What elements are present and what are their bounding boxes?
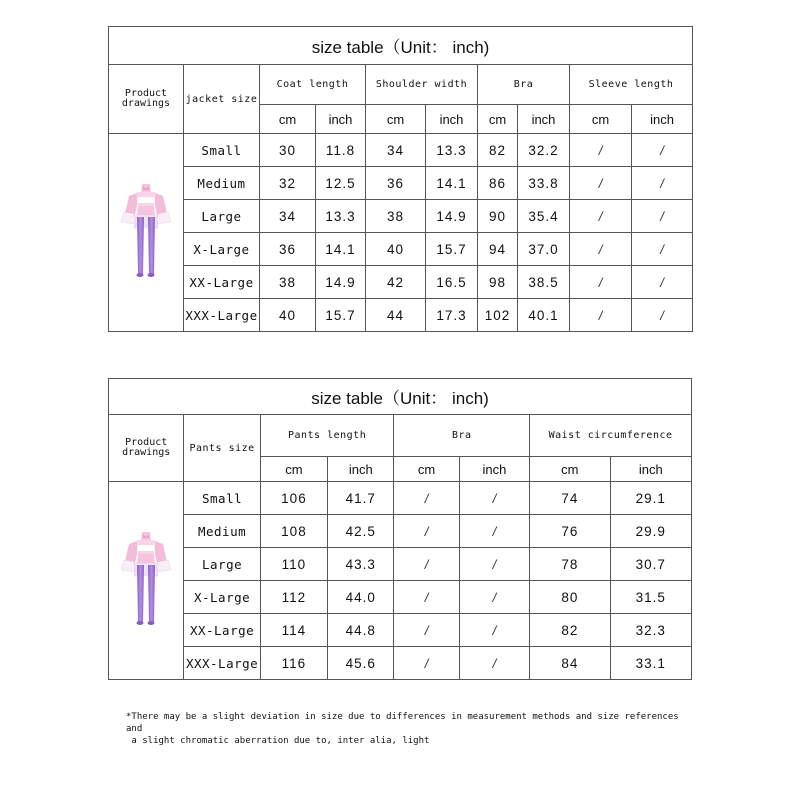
table-title: size table（Unit： inch) <box>109 379 692 415</box>
table-row <box>109 581 692 614</box>
cell: 114 <box>260 614 327 647</box>
cell: 38.5 <box>518 266 570 299</box>
footnote-line-2: a slight chromatic aberration due to, inter alia, light <box>126 736 430 746</box>
cell: 38 <box>366 200 426 233</box>
cell: 45.6 <box>328 647 394 680</box>
size-label: Small <box>184 134 260 167</box>
shoulder-width-header: Shoulder width <box>366 65 478 105</box>
cell: / <box>632 134 693 167</box>
cell: 40 <box>260 299 316 332</box>
cell: 15.7 <box>426 233 478 266</box>
cell: 116 <box>260 647 327 680</box>
cell: 110 <box>260 548 327 581</box>
cell: 31.5 <box>610 581 691 614</box>
size-label: Small <box>184 482 260 515</box>
table-row <box>109 167 693 200</box>
footnote-line-1: *There may be a slight deviation in size due to differences in measurement methods and size references and <box>126 712 679 734</box>
cell: / <box>394 581 459 614</box>
table-row <box>109 134 693 167</box>
unit-inch: inch <box>610 457 691 482</box>
size-label: Large <box>184 548 260 581</box>
cell: / <box>394 548 459 581</box>
waist-circumference-header: Waist circumference <box>530 415 692 457</box>
cell: / <box>632 266 693 299</box>
unit-inch: inch <box>632 105 693 134</box>
pants-size-table <box>108 378 692 680</box>
cell: 13.3 <box>426 134 478 167</box>
cell: 34 <box>260 200 316 233</box>
jacket-size-table <box>108 26 693 332</box>
cell: 33.8 <box>518 167 570 200</box>
product-drawings-header: Product drawings <box>109 65 184 134</box>
cell: 76 <box>530 515 610 548</box>
cell: 102 <box>478 299 518 332</box>
cell: 36 <box>366 167 426 200</box>
cell: / <box>394 647 459 680</box>
cell: 33.1 <box>610 647 691 680</box>
cell: / <box>459 581 529 614</box>
table-row <box>109 299 693 332</box>
table-row <box>109 482 692 515</box>
cell: / <box>632 167 693 200</box>
cell: 30 <box>260 134 316 167</box>
disclaimer-footnote <box>126 711 686 747</box>
size-label: X-Large <box>184 233 260 266</box>
cell: 78 <box>530 548 610 581</box>
cell: 44.0 <box>328 581 394 614</box>
cell: 40.1 <box>518 299 570 332</box>
unit-cm: cm <box>394 457 459 482</box>
costume-image-icon <box>120 182 172 280</box>
cell: 14.9 <box>316 266 366 299</box>
cell: 40 <box>366 233 426 266</box>
size-label: X-Large <box>184 581 260 614</box>
cell: 14.1 <box>316 233 366 266</box>
cell: 41.7 <box>328 482 394 515</box>
cell: 17.3 <box>426 299 478 332</box>
size-label: XX-Large <box>184 614 260 647</box>
cell: / <box>394 515 459 548</box>
coat-length-header: Coat length <box>260 65 366 105</box>
unit-inch: inch <box>426 105 478 134</box>
table-row <box>109 548 692 581</box>
cell: 30.7 <box>610 548 691 581</box>
cell: / <box>394 482 459 515</box>
table-row <box>109 614 692 647</box>
cell: 37.0 <box>518 233 570 266</box>
cell: / <box>570 200 632 233</box>
cell: 32 <box>260 167 316 200</box>
sleeve-length-header: Sleeve length <box>570 65 693 105</box>
size-label: Medium <box>184 167 260 200</box>
product-drawing <box>109 134 184 332</box>
cell: 13.3 <box>316 200 366 233</box>
cell: 15.7 <box>316 299 366 332</box>
cell: 29.9 <box>610 515 691 548</box>
cell: / <box>570 299 632 332</box>
cell: 90 <box>478 200 518 233</box>
bra-header: Bra <box>394 415 530 457</box>
product-drawing <box>109 482 184 680</box>
cell: / <box>632 233 693 266</box>
size-label: Large <box>184 200 260 233</box>
unit-cm: cm <box>478 105 518 134</box>
cell: 14.1 <box>426 167 478 200</box>
cell: / <box>459 647 529 680</box>
table-row <box>109 515 692 548</box>
cell: 35.4 <box>518 200 570 233</box>
table-row <box>109 200 693 233</box>
cell: / <box>459 515 529 548</box>
table-title: size table（Unit： inch) <box>109 27 693 65</box>
cell: 36 <box>260 233 316 266</box>
cell: / <box>459 614 529 647</box>
cell: 29.1 <box>610 482 691 515</box>
unit-cm: cm <box>570 105 632 134</box>
cell: / <box>570 266 632 299</box>
cell: 32.2 <box>518 134 570 167</box>
cell: 108 <box>260 515 327 548</box>
pants-length-header: Pants length <box>260 415 394 457</box>
cell: 98 <box>478 266 518 299</box>
unit-inch: inch <box>518 105 570 134</box>
cell: 42.5 <box>328 515 394 548</box>
size-label: Medium <box>184 515 260 548</box>
unit-cm: cm <box>260 457 327 482</box>
cell: 12.5 <box>316 167 366 200</box>
cell: 94 <box>478 233 518 266</box>
costume-image-icon <box>120 530 172 628</box>
size-label: XXX-Large <box>184 647 260 680</box>
cell: 38 <box>260 266 316 299</box>
cell: 14.9 <box>426 200 478 233</box>
cell: 44 <box>366 299 426 332</box>
cell: 86 <box>478 167 518 200</box>
table-row <box>109 233 693 266</box>
cell: 32.3 <box>610 614 691 647</box>
unit-inch: inch <box>328 457 394 482</box>
jacket-size-header: jacket size <box>184 65 260 134</box>
cell: / <box>632 299 693 332</box>
cell: 34 <box>366 134 426 167</box>
bra-header: Bra <box>478 65 570 105</box>
unit-cm: cm <box>366 105 426 134</box>
cell: / <box>459 548 529 581</box>
cell: 80 <box>530 581 610 614</box>
cell: 44.8 <box>328 614 394 647</box>
cell: 74 <box>530 482 610 515</box>
cell: / <box>570 134 632 167</box>
size-label: XX-Large <box>184 266 260 299</box>
cell: 82 <box>530 614 610 647</box>
cell: / <box>394 614 459 647</box>
unit-cm: cm <box>260 105 316 134</box>
cell: 16.5 <box>426 266 478 299</box>
cell: 106 <box>260 482 327 515</box>
cell: 11.8 <box>316 134 366 167</box>
unit-inch: inch <box>316 105 366 134</box>
cell: 82 <box>478 134 518 167</box>
cell: 43.3 <box>328 548 394 581</box>
cell: / <box>459 482 529 515</box>
unit-inch: inch <box>459 457 529 482</box>
cell: 42 <box>366 266 426 299</box>
cell: 84 <box>530 647 610 680</box>
unit-cm: cm <box>530 457 610 482</box>
cell: / <box>632 200 693 233</box>
cell: / <box>570 167 632 200</box>
table-row <box>109 266 693 299</box>
product-drawings-header: Product drawings <box>109 415 184 482</box>
pants-size-header: Pants size <box>184 415 260 482</box>
table-row <box>109 647 692 680</box>
cell: 112 <box>260 581 327 614</box>
cell: / <box>570 233 632 266</box>
size-label: XXX-Large <box>184 299 260 332</box>
